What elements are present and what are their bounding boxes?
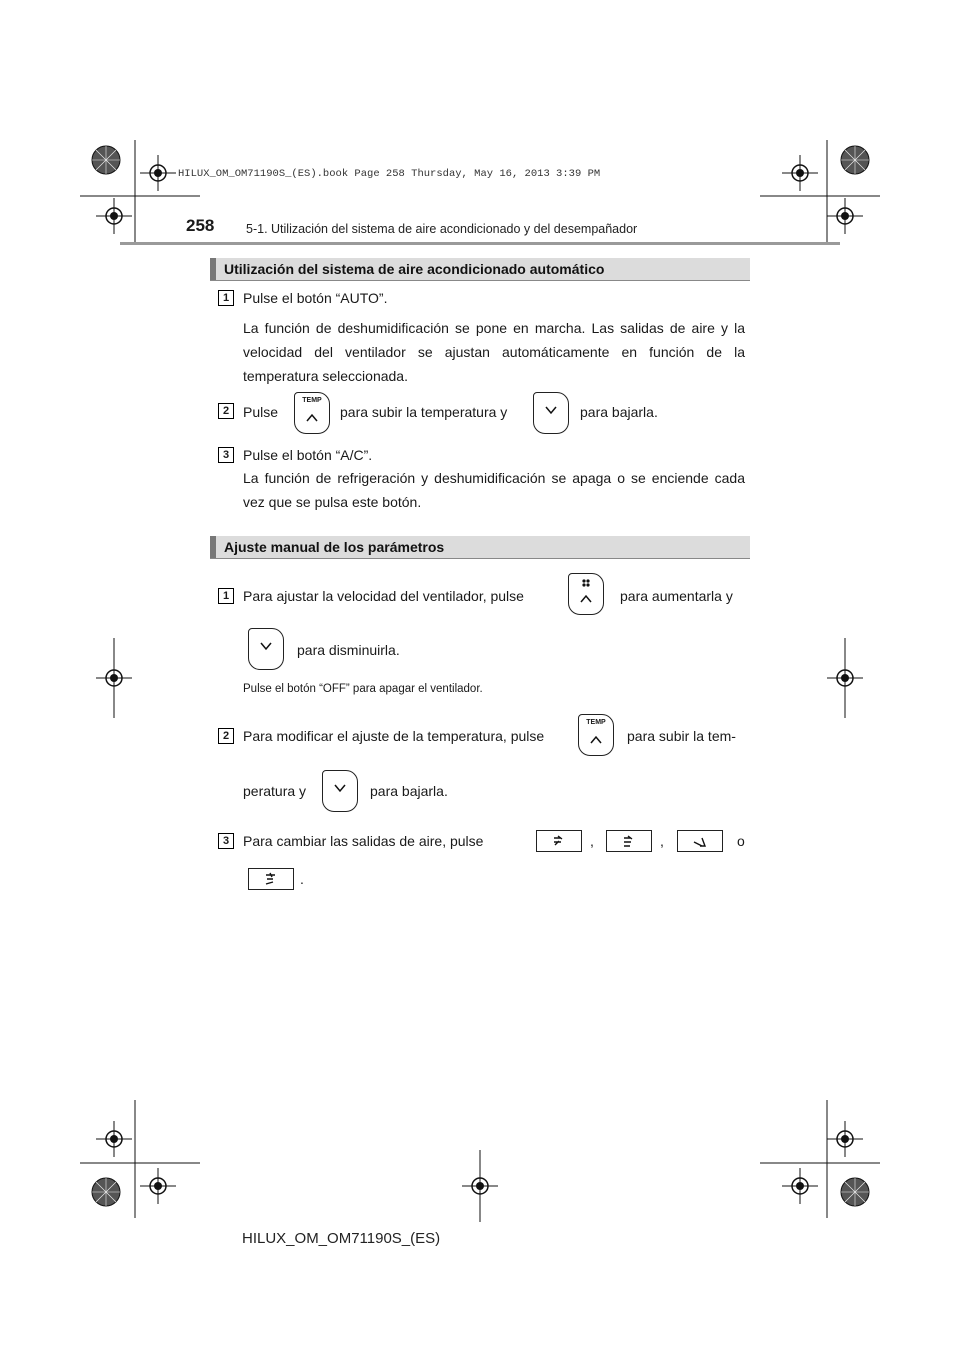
step-text: peratura y xyxy=(243,783,307,799)
step-number: 3 xyxy=(218,447,234,463)
section-title: Ajuste manual de los parámetros xyxy=(224,539,445,555)
step-number: 2 xyxy=(218,403,234,419)
section-title: Utilización del sistema de aire acondicionado automático xyxy=(224,261,605,277)
separator: o xyxy=(737,833,745,849)
step-text: para bajarla. xyxy=(580,404,658,420)
separator: , xyxy=(660,833,664,849)
chapter-title: 5-1. Utilización del sistema de aire acondicionado y del desempañador xyxy=(246,222,638,236)
header-rule xyxy=(120,242,840,245)
step-text: Para ajustar la velocidad del ventilador, pulse xyxy=(243,588,524,604)
separator: , xyxy=(590,833,594,849)
temp-down-button-icon xyxy=(533,392,569,434)
section-heading xyxy=(210,258,750,281)
step-text: Pulse xyxy=(243,404,279,420)
step-text: para subir la tem- xyxy=(627,728,736,744)
face-vent-button-icon xyxy=(536,830,582,852)
step-text: Para modificar el ajuste de la temperatura, pulse xyxy=(243,728,545,744)
note-text: Pulse el botón “OFF” para apagar el ventilador. xyxy=(243,683,483,695)
step-text: para aumentarla y xyxy=(620,588,733,604)
step-text: . xyxy=(300,871,304,887)
section-heading xyxy=(210,536,750,559)
fan-down-button-icon xyxy=(248,628,284,670)
temp-label: TEMP xyxy=(302,397,322,404)
page-number: 258 xyxy=(186,216,215,235)
step-text: Pulse el botón “AUTO”. xyxy=(243,290,388,306)
step-number: 2 xyxy=(218,728,234,744)
step-number: 1 xyxy=(218,290,234,306)
feet-defrost-vent-button-icon xyxy=(248,868,294,890)
temp-up-button-icon xyxy=(578,714,614,756)
book-file-line: HILUX_OM_OM71190S_(ES).book Page 258 Thursday, May 16, 2013 3:39 PM xyxy=(178,168,601,180)
step-text: para disminuirla. xyxy=(297,642,400,658)
temp-down-button-icon xyxy=(322,770,358,812)
footer-doc-id: HILUX_OM_OM71190S_(ES) xyxy=(242,1230,441,1247)
temp-label: TEMP xyxy=(586,719,606,726)
step-number: 1 xyxy=(218,588,234,604)
step-text: Para cambiar las salidas de aire, pulse xyxy=(243,833,484,849)
step-detail: La función de deshumidificación se pone en marcha. Las salidas de aire y la velocidad del ventilador se ajustan automáticamente en función de la temperatura seleccionada. xyxy=(243,320,745,384)
step-text: para subir la temperatura y xyxy=(340,404,508,420)
feet-vent-button-icon xyxy=(677,830,723,852)
temp-up-button-icon xyxy=(294,392,330,434)
step-detail: La función de refrigeración y deshumidificación se apaga o se enciende cada vez que se pulsa este botón. xyxy=(243,470,745,510)
step-text: Pulse el botón “A/C”. xyxy=(243,447,373,463)
step-number: 3 xyxy=(218,833,234,849)
step-text: para bajarla. xyxy=(370,783,448,799)
bilevel-vent-button-icon xyxy=(606,830,652,852)
fan-up-button-icon xyxy=(568,573,604,615)
